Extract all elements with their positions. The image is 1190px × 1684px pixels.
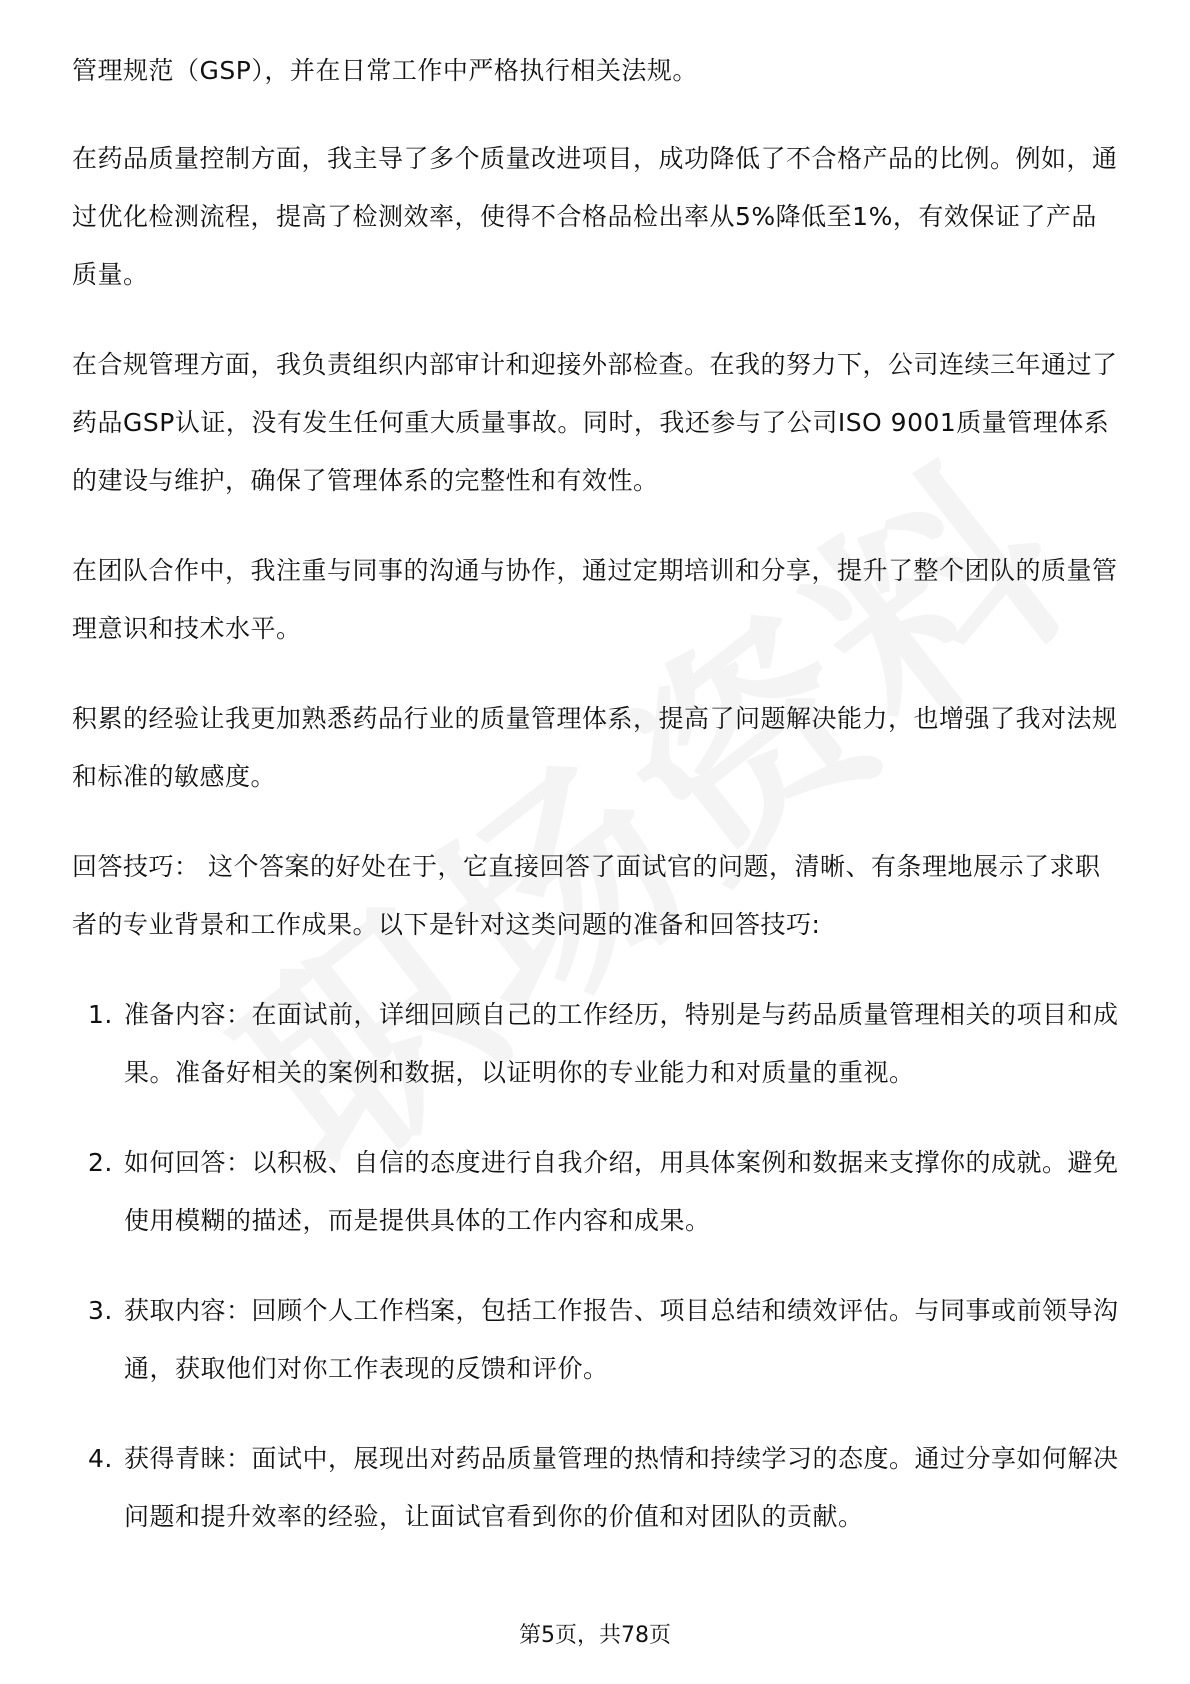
list-item-text: 准备内容：在面试前，详细回顾自己的工作经历，特别是与药品质量管理相关的项目和成果。准备好相关的案例和数据，以证明你的专业能力和对质量的重视。 [124, 1000, 1119, 1087]
paragraph: 回答技巧： 这个答案的好处在于，它直接回答了面试官的问题，清晰、有条理地展示了求职者的专业背景和工作成果。以下是针对这类问题的准备和回答技巧: [72, 852, 1101, 939]
list-item [72, 1282, 1122, 1398]
list-item-number: 3. [88, 1296, 113, 1325]
list-item-text: 如何回答：以积极、自信的态度进行自我介绍，用具体案例和数据来支撑你的成就。避免使用模糊的描述，而是提供具体的工作内容和成果。 [124, 1148, 1119, 1235]
paragraph: 在药品质量控制方面，我主导了多个质量改进项目，成功降低了不合格产品的比例。例如，通过优化检测流程，提高了检测效率，使得不合格品检出率从5%降低至1%，有效保证了产品质量。 [72, 144, 1118, 289]
document-body [72, 42, 1122, 1578]
paragraph: 在团队合作中，我注重与同事的沟通与协作，通过定期培训和分享，提升了整个团队的质量管理意识和技术水平。 [72, 556, 1118, 643]
list-item-number: 1. [88, 1000, 113, 1029]
list-item [72, 1430, 1122, 1546]
list-item-text: 获得青睐：面试中，展现出对药品质量管理的热情和持续学习的态度。通过分享如何解决问题和提升效率的经验，让面试官看到你的价值和对团队的贡献。 [124, 1444, 1119, 1531]
numbered-list [72, 986, 1122, 1546]
list-item-text: 获取内容：回顾个人工作档案，包括工作报告、项目总结和绩效评估。与同事或前领导沟通，获取他们对你工作表现的反馈和评价。 [124, 1296, 1119, 1383]
list-item-number: 2. [88, 1148, 113, 1177]
paragraph: 积累的经验让我更加熟悉药品行业的质量管理体系，提高了问题解决能力，也增强了我对法规和标准的敏感度。 [72, 704, 1118, 791]
list-item [72, 986, 1122, 1102]
page-footer: 第5页，共78页 [519, 1623, 671, 1648]
list-item-number: 4. [88, 1444, 113, 1473]
paragraph: 在合规管理方面，我负责组织内部审计和迎接外部检查。在我的努力下，公司连续三年通过了药品GSP认证，没有发生任何重大质量事故。同时，我还参与了公司ISO 9001质量管理体系的建设与维护，确保了管理体系的完整性和有效性。 [72, 350, 1118, 495]
list-item [72, 1134, 1122, 1250]
paragraph: 管理规范（GSP），并在日常工作中严格执行相关法规。 [72, 56, 698, 85]
